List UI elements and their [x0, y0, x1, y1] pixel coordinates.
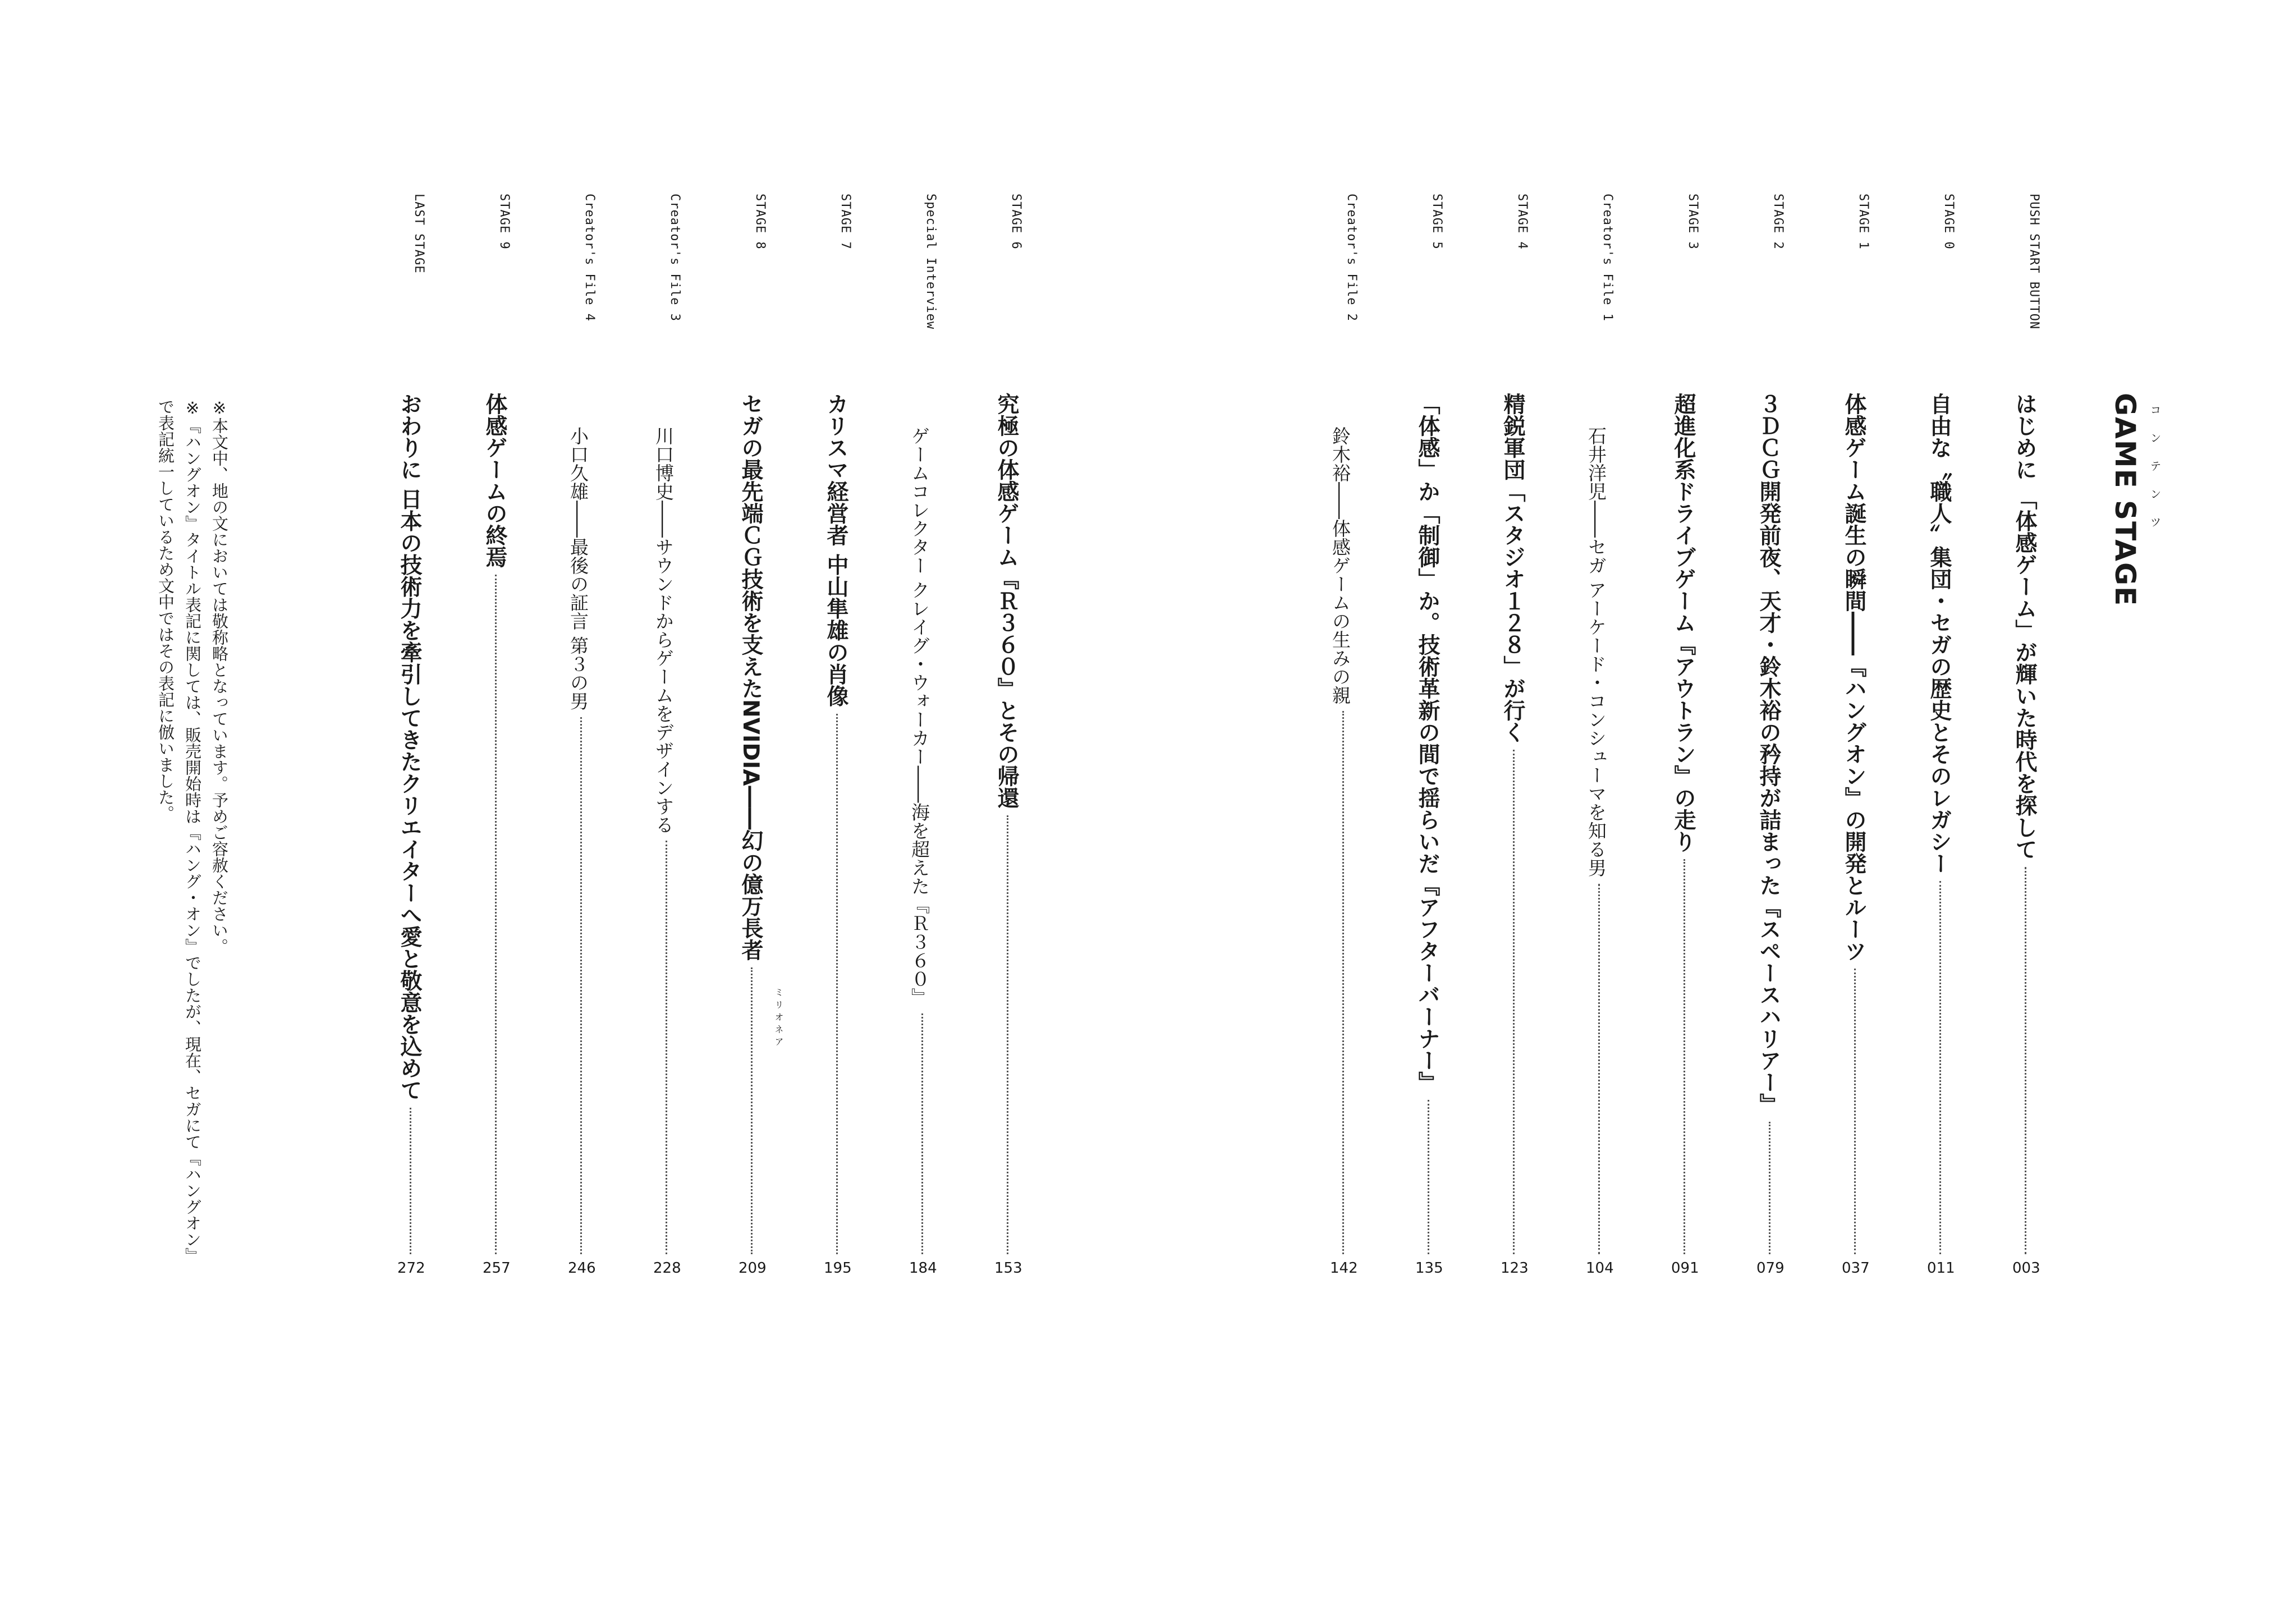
toc-row-title[interactable]: 石井洋児――セガ アーケード・コンシューマを知る男: [1585, 426, 1607, 877]
toc-row-label: Creator's File 3: [668, 194, 682, 322]
footnote-1: ※本文中、地の文においては敬称略となっています。予めご容赦ください。: [210, 398, 229, 955]
toc-leader-dots: [836, 714, 838, 1254]
toc-leader-dots: [1342, 711, 1344, 1254]
toc-row-label: Creator's File 1: [1600, 194, 1614, 322]
toc-leader-dots: [1428, 1100, 1429, 1254]
toc-row-label: STAGE 3: [1686, 194, 1700, 250]
toc-row-page-number: 142: [1330, 1260, 1358, 1277]
toc-leader-dots: [2025, 867, 2026, 1254]
contents-heading: GAME STAGE: [2109, 393, 2141, 607]
toc-row-title[interactable]: 超進化系ドライブゲーム『アウトラン』の走り: [1671, 393, 1696, 852]
toc-row-label: STAGE 2: [1771, 194, 1785, 250]
toc-row-page-number: 123: [1501, 1260, 1529, 1277]
toc-row-label: STAGE 6: [1009, 194, 1023, 250]
toc-row-page-number: 153: [994, 1260, 1022, 1277]
toc-row-title[interactable]: はじめに 「体感ゲーム」が輝いた時代を探して: [2012, 393, 2037, 860]
toc-leader-dots: [921, 1013, 923, 1254]
toc-leader-dots: [666, 841, 667, 1254]
toc-row-page-number: 091: [1671, 1260, 1699, 1277]
toc-row-label: Creator's File 2: [1345, 194, 1359, 322]
toc-row-label: STAGE 4: [1515, 194, 1529, 250]
toc-row-label: STAGE 7: [838, 194, 852, 250]
toc-leader-dots: [1513, 750, 1515, 1254]
contents-heading-ruby: コンテンツ: [2148, 404, 2162, 544]
toc-row-title[interactable]: 体感ゲーム誕生の瞬間――『ハングオン』の開発とルーツ: [1841, 393, 1866, 962]
toc-row-label: STAGE 0: [1942, 194, 1956, 250]
toc-row-label: STAGE 9: [497, 194, 511, 250]
toc-row-page-number: 104: [1586, 1260, 1614, 1277]
toc-row-page-number: 246: [568, 1260, 596, 1277]
toc-row-page-number: 037: [1842, 1260, 1870, 1277]
toc-leader-dots: [751, 967, 753, 1254]
toc-leader-dots: [1007, 815, 1008, 1254]
toc-row-page-number: 257: [483, 1260, 511, 1277]
toc-row-page-number: 003: [2012, 1260, 2040, 1277]
toc-leader-dots: [1939, 881, 1941, 1254]
toc-row-label: LAST STAGE: [412, 194, 426, 274]
toc-row-title[interactable]: 精鋭軍団「スタジオ１２８」が行く: [1500, 393, 1525, 743]
toc-row-label: STAGE 5: [1430, 194, 1444, 250]
toc-row-label: STAGE 8: [753, 194, 767, 250]
toc-row-page-number: 135: [1415, 1260, 1443, 1277]
toc-row-page-number: 228: [653, 1260, 681, 1277]
toc-leader-dots: [1854, 969, 1856, 1254]
toc-row-title[interactable]: セガの最先端ＣＧ技術を支えたNVIDIA――幻の億万長者: [738, 393, 763, 961]
toc-row-label: Creator's File 4: [582, 194, 597, 322]
toc-row-title[interactable]: 自由な〝職人〟集団・セガの歴史とそのレガシー: [1926, 393, 1952, 874]
toc-row-page-number: 079: [1756, 1260, 1785, 1277]
toc-row-page-number: 195: [824, 1260, 852, 1277]
toc-leader-dots: [410, 1108, 411, 1254]
toc-row-title[interactable]: 体感ゲームの終焉: [482, 393, 507, 568]
toc-row-page-number: 209: [738, 1260, 767, 1277]
toc-leader-dots: [1598, 884, 1600, 1254]
toc-row-title[interactable]: 小口久雄――最後の証言 第３の男: [567, 426, 589, 710]
toc-row-page-number: 272: [397, 1260, 425, 1277]
toc-row-title[interactable]: 「体感」か「制御」か。技術革新の間で揺らいだ『アフターバーナー』: [1415, 393, 1440, 1093]
toc-row-page-number: 011: [1927, 1260, 1955, 1277]
toc-leader-dots: [495, 575, 497, 1254]
toc-row-label: PUSH START BUTTON: [2027, 194, 2041, 330]
toc-leader-dots: [1769, 1122, 1770, 1254]
toc-row-label: Special Interview: [924, 194, 938, 330]
toc-row-page-number: 184: [909, 1260, 937, 1277]
toc-row-title[interactable]: 川口博史――サウンドからゲームをデザインする: [653, 426, 675, 834]
toc-row-label: STAGE 1: [1856, 194, 1870, 250]
ruby-millionaire: ミリオネア: [773, 988, 784, 1049]
toc-leader-dots: [580, 717, 582, 1254]
footnote-3: で表記統一しているため文中ではその表記に倣いました。: [156, 398, 175, 822]
toc-row-title[interactable]: おわりに 日本の技術力を牽引してきたクリエイターへ愛と敬意を込めて: [397, 393, 422, 1101]
toc-row-title[interactable]: 鈴木裕――体感ゲームの生みの親: [1329, 426, 1351, 704]
toc-row-title[interactable]: ゲームコレクター クレイグ・ウォーカー――海を超えた『Ｒ３６０』: [909, 426, 930, 1007]
toc-row-title[interactable]: カリスマ経営者 中山隼雄の肖像: [823, 393, 848, 707]
toc-row-title[interactable]: 究極の体感ゲーム『Ｒ３６０』とその帰還: [994, 393, 1019, 809]
toc-leader-dots: [1684, 859, 1685, 1254]
toc-row-title[interactable]: ３ＤＣＧ開発前夜、天才・鈴木裕の矜持が詰まった『スペースハリアー』: [1756, 393, 1781, 1115]
footnote-2: ※『ハングオン』タイトル表記に関しては、販売開始時は『ハング・オン』でしたが、現在、セガにて『ハングオン』: [183, 398, 202, 1264]
